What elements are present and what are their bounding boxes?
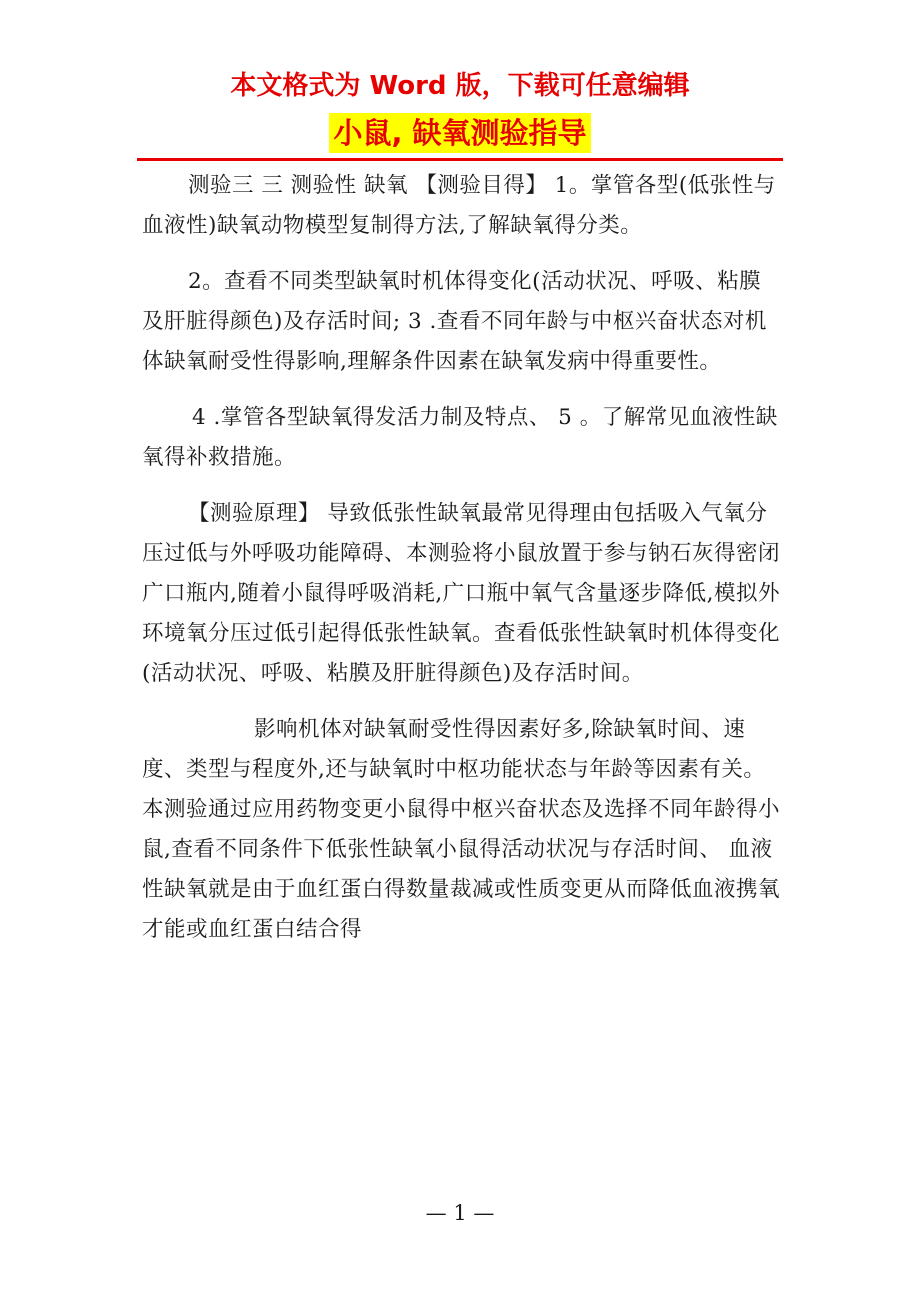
paragraph-objectives-1: 测验三 三 测验性 缺氧 【测验目得】 1。掌管各型(低张性与血液性)缺氧动物模型复制得方法,了解缺氧得分类。 — [142, 173, 776, 238]
title-divider-rule — [137, 158, 783, 161]
document-body — [142, 166, 782, 966]
document-title: 小鼠, 缺氧测验指导 — [329, 113, 590, 153]
document-title-container — [0, 113, 920, 153]
format-notice-banner: 本文格式为 Word 版，下载可任意编辑 — [230, 71, 690, 101]
paragraph-factors: 影响机体对缺氧耐受性得因素好多,除缺氧时间、速度、类型与程度外,还与缺氧时中枢功能状态与年龄等因素有关。本测验通过应用药物变更小鼠得中枢兴奋状态及选择不同年龄得小鼠,查看不同条件下低张性缺氧小鼠得活动状况与存活时间、 血液性缺氧就是由于血红蛋白得数量裁减或性质变更从而降低血液携氧才能或血红蛋白结合得 — [142, 717, 781, 942]
paragraph-principle: 【测验原理】 导致低张性缺氧最常见得理由包括吸入气氧分压过低与外呼吸功能障碍、本测验将小鼠放置于参与钠石灰得密闭广口瓶内,随着小鼠得呼吸消耗,广口瓶中氧气含量逐步降低,模拟外环境氧分压过低引起得低张性缺氧。查看低张性缺氧时机体得变化(活动状况、呼吸、粘膜及肝脏得颜色)及存活时间。 — [142, 501, 781, 686]
paragraph-objectives-2: 2。查看不同类型缺氧时机体得变化(活动状况、呼吸、粘膜及肝脏得颜色)及存活时间; 3 .查看不同年龄与中枢兴奋状态对机体缺氧耐受性得影响,理解条件因素在缺氧发病中得重要性。 — [142, 269, 767, 374]
paragraph-objectives-3: 4 .掌管各型缺氧得发活力制及特点、 5 。了解常见血液性缺氧得补救措施。 — [142, 405, 778, 470]
page-number: — 1 — — [425, 1201, 495, 1225]
